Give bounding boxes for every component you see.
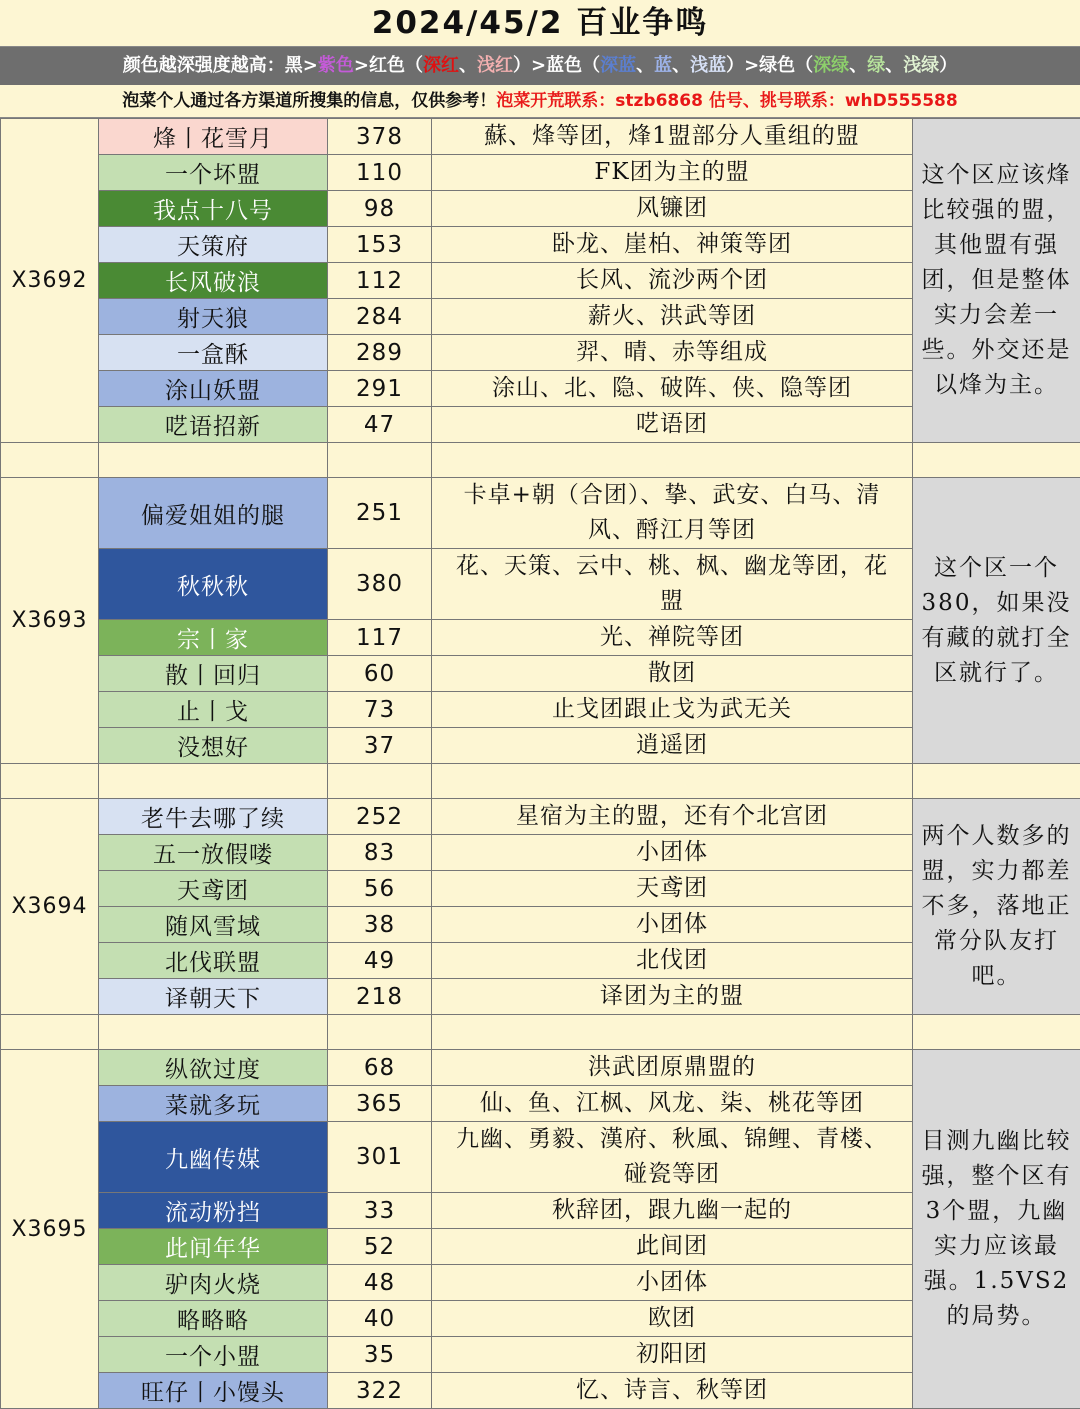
contact-text: 泡菜开荒联系：stzb6868 估号、挑号联系：whD555588: [496, 91, 957, 111]
member-count: 40: [328, 1301, 432, 1337]
server-cell: X3694: [1, 799, 99, 1015]
alliance-name: 五一放假喽: [99, 835, 328, 871]
alliance-name: 涂山妖盟: [99, 371, 328, 407]
alliance-name: 驴肉火烧: [99, 1265, 328, 1301]
member-count: 301: [328, 1122, 432, 1193]
alliance-name: 长风破浪: [99, 263, 328, 299]
alliance-name: 一盒酥: [99, 335, 328, 371]
alliance-desc: 薪火、洪武等团: [432, 299, 913, 335]
alliance-desc: 光、禅院等团: [432, 620, 913, 656]
notice-bar: [0, 85, 1080, 118]
alliance-desc: 呓语团: [432, 407, 913, 443]
member-count: 33: [328, 1193, 432, 1229]
alliance-table: [0, 118, 1080, 1409]
server-cell: X3695: [1, 1050, 99, 1409]
spacer-cell: [328, 443, 432, 478]
member-count: 98: [328, 191, 432, 227]
legend-segment: 紫色: [318, 55, 354, 76]
alliance-desc: 小团体: [432, 907, 913, 943]
alliance-desc: 秋辞团，跟九幽一起的: [432, 1193, 913, 1229]
legend-segment: 浅红: [477, 55, 513, 76]
alliance-name: 没想好: [99, 728, 328, 764]
alliance-name: 纵欲过度: [99, 1050, 328, 1086]
alliance-name: 秋秋秋: [99, 549, 328, 620]
alliance-desc: 此间团: [432, 1229, 913, 1265]
member-count: 38: [328, 907, 432, 943]
alliance-name: 九幽传媒: [99, 1122, 328, 1193]
alliance-name: 射天狼: [99, 299, 328, 335]
member-count: 117: [328, 620, 432, 656]
alliance-desc: 蘇、烽等团，烽1盟部分人重组的盟: [432, 119, 913, 155]
spacer-cell: [913, 1015, 1080, 1050]
member-count: 73: [328, 692, 432, 728]
alliance-name: 流动粉挡: [99, 1193, 328, 1229]
alliance-desc: 小团体: [432, 835, 913, 871]
alliance-name: 偏爱姐姐的腿: [99, 478, 328, 549]
member-count: 35: [328, 1337, 432, 1373]
server-note: 这个区一个380，如果没有藏的就打全区就行了。: [913, 478, 1080, 764]
legend-segment: 、: [885, 55, 903, 76]
server-cell: X3692: [1, 119, 99, 443]
alliance-desc: 散团: [432, 656, 913, 692]
alliance-name: 天策府: [99, 227, 328, 263]
member-count: 60: [328, 656, 432, 692]
member-count: 378: [328, 119, 432, 155]
table-row: [1, 1050, 1080, 1086]
page-title: 2024/45/2 百业争鸣: [0, 0, 1080, 47]
alliance-desc: 忆、诗言、秋等团: [432, 1373, 913, 1409]
server-note: 这个区应该烽比较强的盟，其他盟有强团，但是整体实力会差一些。外交还是以烽为主。: [913, 119, 1080, 443]
member-count: 47: [328, 407, 432, 443]
alliance-name: 此间年华: [99, 1229, 328, 1265]
alliance-desc: 译团为主的盟: [432, 979, 913, 1015]
alliance-name: 散丨回归: [99, 656, 328, 692]
alliance-name: 旺仔丨小馒头: [99, 1373, 328, 1409]
member-count: 68: [328, 1050, 432, 1086]
spacer-cell: [1, 443, 99, 478]
legend-segment: 、: [459, 55, 477, 76]
server-note: 目测九幽比较强，整个区有3个盟，九幽实力应该最强。1.5VS2的局势。: [913, 1050, 1080, 1409]
member-count: 49: [328, 943, 432, 979]
alliance-desc: 羿、晴、赤等组成: [432, 335, 913, 371]
spacer-cell: [328, 764, 432, 799]
member-count: 322: [328, 1373, 432, 1409]
member-count: 52: [328, 1229, 432, 1265]
member-count: 251: [328, 478, 432, 549]
alliance-desc: FK团为主的盟: [432, 155, 913, 191]
member-count: 380: [328, 549, 432, 620]
spacer-cell: [328, 1015, 432, 1050]
alliance-desc: 九幽、勇毅、漢府、秋風、锦鲤、青楼、碰瓷等团: [432, 1122, 913, 1193]
table-row: [1, 799, 1080, 835]
member-count: 56: [328, 871, 432, 907]
alliance-name: 宗丨家: [99, 620, 328, 656]
member-count: 37: [328, 728, 432, 764]
spacer-cell: [913, 443, 1080, 478]
spacer-cell: [1, 764, 99, 799]
spacer-cell: [913, 764, 1080, 799]
legend-segment: 绿: [867, 55, 885, 76]
alliance-name: 一个坏盟: [99, 155, 328, 191]
spacer-row: [1, 1015, 1080, 1050]
member-count: 284: [328, 299, 432, 335]
spacer-cell: [432, 764, 913, 799]
alliance-desc: 仙、鱼、江枫、风龙、柒、桃花等团: [432, 1086, 913, 1122]
notice-text: 泡菜个人通过各方渠道所搜集的信息，仅供参考！: [122, 91, 496, 111]
legend-segment: ）: [939, 55, 957, 76]
alliance-desc: 止戈团跟止戈为武无关: [432, 692, 913, 728]
alliance-desc: 欧团: [432, 1301, 913, 1337]
legend-segment: 颜色越深强度越高：黑>: [123, 55, 318, 76]
spacer-cell: [1, 1015, 99, 1050]
spacer-cell: [99, 764, 328, 799]
legend-segment: 、: [672, 55, 690, 76]
alliance-desc: 逍遥团: [432, 728, 913, 764]
alliance-name: 译朝天下: [99, 979, 328, 1015]
alliance-name: 烽丨花雪月: [99, 119, 328, 155]
alliance-name: 菜就多玩: [99, 1086, 328, 1122]
member-count: 153: [328, 227, 432, 263]
spacer-row: [1, 764, 1080, 799]
member-count: 365: [328, 1086, 432, 1122]
alliance-desc: 卧龙、崖柏、神策等团: [432, 227, 913, 263]
color-legend: [0, 47, 1080, 85]
spacer-cell: [432, 1015, 913, 1050]
alliance-desc: 卡卓+朝（合团）、挚、武安、白马、清风、酹江月等团: [432, 478, 913, 549]
table-row: [1, 478, 1080, 549]
spacer-cell: [99, 1015, 328, 1050]
alliance-desc: 风镰团: [432, 191, 913, 227]
spacer-cell: [432, 443, 913, 478]
alliance-desc: 北伐团: [432, 943, 913, 979]
member-count: 83: [328, 835, 432, 871]
alliance-name: 我点十八号: [99, 191, 328, 227]
member-count: 48: [328, 1265, 432, 1301]
member-count: 252: [328, 799, 432, 835]
member-count: 289: [328, 335, 432, 371]
alliance-desc: 天鸢团: [432, 871, 913, 907]
member-count: 218: [328, 979, 432, 1015]
alliance-desc: 花、天策、云中、桃、枫、幽龙等团，花盟: [432, 549, 913, 620]
alliance-name: 北伐联盟: [99, 943, 328, 979]
alliance-name: 老牛去哪了续: [99, 799, 328, 835]
alliance-name: 止丨戈: [99, 692, 328, 728]
spacer-cell: [99, 443, 328, 478]
member-count: 112: [328, 263, 432, 299]
legend-segment: 深红: [423, 55, 459, 76]
legend-segment: 蓝: [654, 55, 672, 76]
legend-segment: 深绿: [813, 55, 849, 76]
legend-segment: >红色（: [354, 55, 423, 76]
alliance-name: 呓语招新: [99, 407, 328, 443]
alliance-desc: 星宿为主的盟，还有个北宫团: [432, 799, 913, 835]
alliance-name: 略略略: [99, 1301, 328, 1337]
alliance-desc: 洪武团原鼎盟的: [432, 1050, 913, 1086]
alliance-desc: 长风、流沙两个团: [432, 263, 913, 299]
legend-segment: ）>绿色（: [726, 55, 813, 76]
alliance-desc: 小团体: [432, 1265, 913, 1301]
legend-segment: 、: [636, 55, 654, 76]
legend-segment: 浅绿: [903, 55, 939, 76]
server-note: 两个人数多的盟，实力都差不多，落地正常分队友打吧。: [913, 799, 1080, 1015]
server-cell: X3693: [1, 478, 99, 764]
member-count: 291: [328, 371, 432, 407]
legend-segment: ）>蓝色（: [513, 55, 600, 76]
alliance-name: 一个小盟: [99, 1337, 328, 1373]
legend-segment: 深蓝: [600, 55, 636, 76]
alliance-desc: 涂山、北、隐、破阵、侠、隐等团: [432, 371, 913, 407]
alliance-name: 随风雪域: [99, 907, 328, 943]
table-row: [1, 119, 1080, 155]
legend-segment: 浅蓝: [690, 55, 726, 76]
spacer-row: [1, 443, 1080, 478]
legend-segment: 、: [849, 55, 867, 76]
member-count: 110: [328, 155, 432, 191]
alliance-name: 天鸢团: [99, 871, 328, 907]
alliance-desc: 初阳团: [432, 1337, 913, 1373]
